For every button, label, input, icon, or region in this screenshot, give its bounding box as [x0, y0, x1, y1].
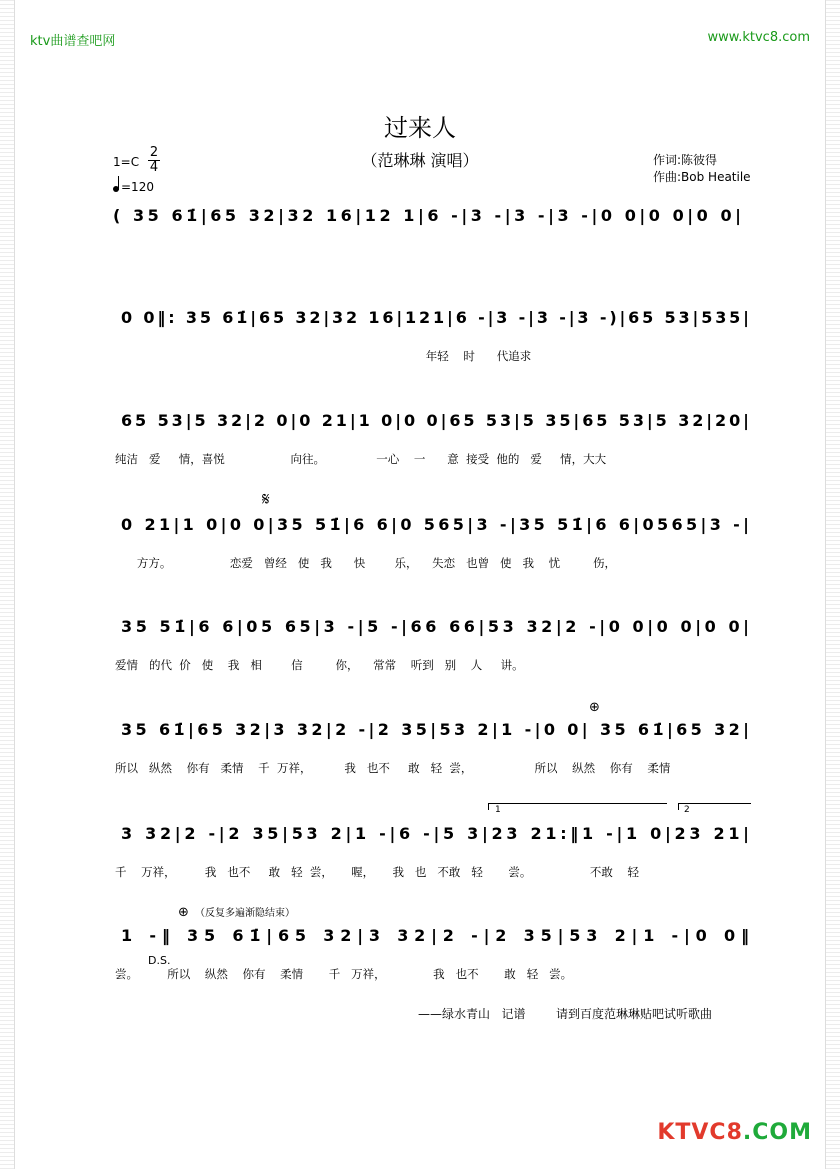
ds-mark: D.S.: [148, 954, 171, 967]
notation-row-7: [113, 823, 753, 853]
notation-row-8: [113, 925, 753, 955]
notation-text: 35 61̇|65 32|3 32|2 -|2 35|53 2|1 -|0 0| 35 61̇|65 32|: [121, 720, 750, 739]
notation-row-5: [113, 616, 753, 646]
volta-1: 1: [495, 805, 501, 815]
ktvc8-logo: KTVC8.COM: [657, 1120, 812, 1145]
footer-note: ——绿水青山 记谱 请到百度范琳琳贴吧试听歌曲: [418, 1007, 712, 1021]
site-name-left: ktv曲谱查吧网: [30, 34, 116, 49]
lyric-row-5: 爱情 的代 价 使 我 相 信 你， 常常 听到 别 人 讲。: [115, 658, 524, 672]
segno-icon: 𝄋: [262, 489, 270, 510]
lyricist: 作词:陈彼得: [653, 153, 718, 167]
volta-2-bracket: [678, 803, 751, 810]
volta-2: 2: [684, 805, 690, 815]
lyric-row-7: 千 万祥， 我 也不 敢 轻 尝， 喔， 我 也 不敢 轻 尝。 不敢 轻: [115, 865, 640, 879]
notation-text: 35 51̇|6 6|05 65|3 -|5 -|66 66|53 32|2 -|0 0|0 0|0 0|: [121, 617, 750, 636]
notation-row-4: [113, 514, 753, 544]
notation-text: 65 53|5 32|2 0|0 21|1 0|0 0|65 53|5 35|65 53|5 32|20|: [121, 411, 750, 430]
right-border-watermark: [825, 0, 840, 1169]
lyric-row-8: 尝。 所以 纵然 你有 柔情 千 万祥， 我 也不 敢 轻 尝。: [115, 967, 573, 981]
repeat-note: （反复多遍渐隐结束）: [195, 908, 295, 919]
notation-text: 0 0‖: 35 61̇|65 32|32 16|121|6 -|3 -|3 -|3 -)|65 53|535|: [121, 308, 749, 327]
singer-line: （范琳琳 演唱）: [361, 151, 479, 170]
lyric-row-2: 年轻 时 代追求: [115, 349, 532, 363]
notation-row-1: [113, 205, 753, 235]
notation-row-6: [113, 719, 753, 749]
lyric-row-6: 所以 纵然 你有 柔情 千 万祥， 我 也不 敢 轻 尝， 所以 纵然 你有 柔情: [115, 761, 671, 775]
lyric-row-3: 纯洁 爱 情，喜悦 向往。 一心 一 意 接受 他的 爱 情，大大: [115, 452, 607, 466]
time-top: 2: [149, 145, 159, 160]
composer: 作曲:Bob Heatile: [653, 170, 751, 184]
time-signature: [148, 146, 160, 175]
notation-text: 3 32|2 -|2 35|53 2|1 -|6 -|5 3|23 21:‖1 -|1 0|23 21|: [121, 824, 749, 843]
notation-text: 0 21|1 0|0 0|35 51̇|6 6|0 565|3 -|35 51̇|6 6|0565|3 -|: [121, 515, 749, 534]
site-url-right: www.ktvc8.com: [707, 30, 810, 45]
tempo-value: =120: [121, 180, 154, 194]
song-title: 过来人: [384, 114, 456, 142]
lyric-row-4: 方方。 恋爱 曾经 使 我 快 乐， 失恋 也曾 使 我 忧 伤，: [115, 556, 617, 570]
time-bottom: 4: [149, 160, 159, 175]
notation-text: ( 35 61̇|65 32|32 16|12 1|6 -|3 -|3 -|3 -|0 0|0 0|0 0|: [113, 206, 742, 225]
notation-row-3: [113, 410, 753, 440]
left-border-watermark: [0, 0, 15, 1169]
notation-row-2: [113, 307, 753, 337]
coda-icon: ⊕: [589, 700, 600, 715]
key-signature: 1=C: [113, 155, 140, 169]
notation-text: 1 -‖ 35 61̇|65 32|3 32|2 -|2 35|53 2|1 -|0 0‖: [121, 926, 750, 945]
coda-icon-2: ⊕: [178, 905, 189, 920]
volta-1-bracket: [488, 803, 667, 810]
credits: [653, 152, 751, 186]
